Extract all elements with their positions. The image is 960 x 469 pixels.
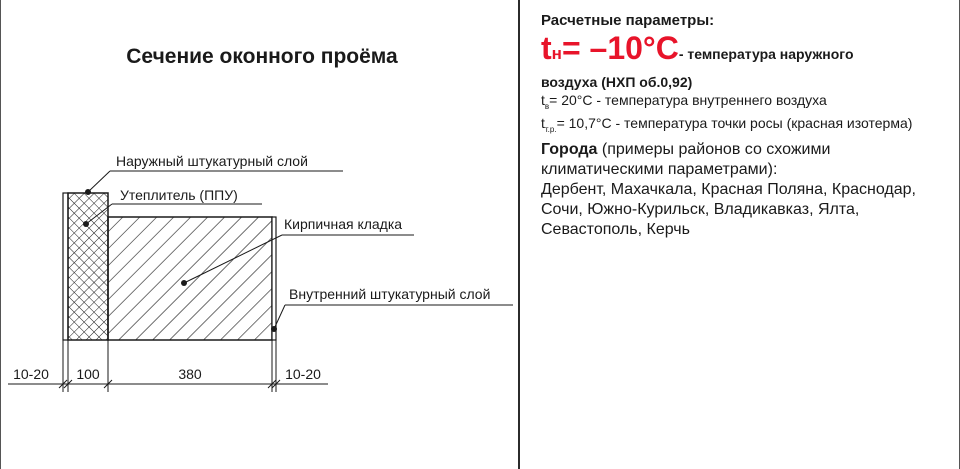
insulation-label: Утеплитель (ППУ) [120,187,238,203]
outdoor-temp-subscript: н [551,44,562,63]
dew-point-symbol: t [541,114,545,131]
indoor-temp-text: = 20°C - температура внутреннего воздуха [549,92,827,108]
brick-layer [108,217,272,340]
insulation-layer [68,193,108,340]
outdoor-temp-description-cont: воздуха (НХП об.0,92) [541,74,693,90]
outdoor-temp-symbol: t [541,30,552,66]
outer-plaster-label: Наружный штукатурный слой [116,153,308,169]
cities-list: Дербент, Махачкала, Красная Поляна, Краснодар, Сочи, Южно-Курильск, Владикавказ, Ялта, Севастополь, Керчь [541,180,916,238]
design-parameters-panel [541,12,951,240]
dew-point-subscript: т.р. [544,124,557,134]
dim-insulation: 100 [76,366,100,382]
dim-outer-plaster: 10-20 [13,366,49,382]
outdoor-temperature-line [541,30,951,73]
inner-plaster-label: Внутренний штукатурный слой [289,286,491,302]
outdoor-temp-description: - температура наружного [678,46,854,62]
outdoor-temp-value: = –10°C [561,30,679,66]
dimension-line [8,340,328,392]
indoor-temp-symbol: t [541,92,545,108]
dew-point-line [541,115,951,138]
inner-plaster-leader [271,305,513,332]
params-heading: Расчетные параметры: [541,12,715,29]
inner-plaster-layer [272,217,276,340]
diagram-title: Сечение оконного проёма [126,45,398,68]
cities-note: (примеры районов со схожими климатическими параметрами): [541,140,831,178]
indoor-temp-subscript: в [544,101,550,111]
cities-heading [541,140,951,180]
cities-label: Города [541,140,598,158]
dim-inner-plaster: 10-20 [285,366,321,382]
indoor-temperature-line [541,92,951,115]
dew-point-text: = 10,7°C - температура точки росы (красная изотерма) [556,114,913,131]
panel-divider [518,0,520,469]
dim-brick: 380 [178,366,202,382]
brick-label: Кирпичная кладка [284,216,403,232]
